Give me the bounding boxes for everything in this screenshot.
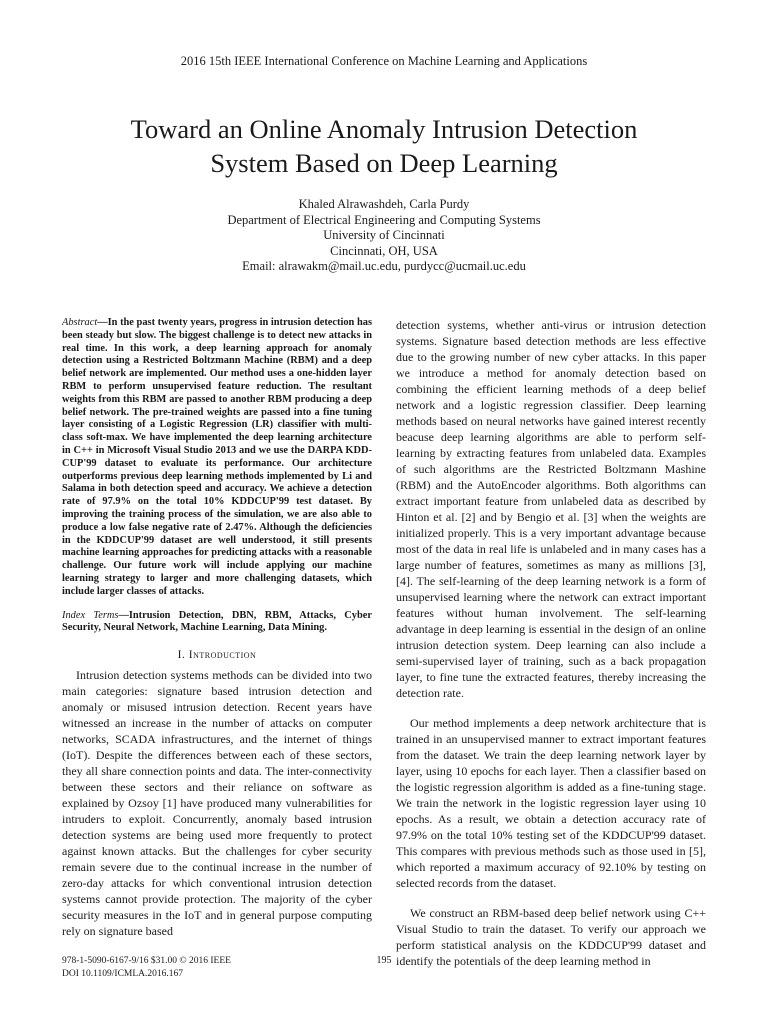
author-location: Cincinnati, OH, USA xyxy=(330,243,438,258)
abstract-text: —In the past twenty years, progress in intrusion detection has been steady but slow. The biggest challenge is to detect new attacks in real time. In this work, a deep learning approach for anomaly detection using a Restricted Boltzmann Machine (RBM) and a deep belief network are implemented. Our method uses a one-hidden layer RBM to perform unsupervised feature reduction. The resultant weights from this RBM are passed to another RBM producing a deep belief network. The pre-trained weights are passed into a fine tuning layer consisting of a Logistic Regression (LR) classifier with multi-class soft-max. We have implemented the deep learning architecture in C++ in Microsoft Visual Studio 2013 and we use the DARPA KDD-CUP'99 dataset to evaluate its performance. Our architecture outperforms previous deep learning methods implemented by Li and Salama in both detection speed and accuracy. We achieve a detection rate of 97.9% on the total 10% KDDCUP'99 test dataset. By improving the training process of the simulation, we are also able to produce a low false negative rate of 2.47%. Although the deficiencies in the KDDCUP'99 dataset are well understood, it still presents machine learning approaches for predicting attacks with a reasonable challenge. Our future work will include applying our machine learning strategy to larger and more challenging datasets, which include larger classes of attacks. xyxy=(62,317,372,597)
author-email: Email: alrawakm@mail.uc.edu, purdycc@ucmail.uc.edu xyxy=(242,259,526,273)
index-terms xyxy=(62,610,372,636)
section-title: Introduction xyxy=(188,649,257,662)
index-terms-label: Index Terms xyxy=(62,609,119,621)
abstract xyxy=(62,317,372,599)
intro-paragraph-1: Intrusion detection systems methods can be divided into two main categories: signature based intrusion detection and anomaly or misused intrusion detection. Recent years have witnessed an increase in the number of attacks on computer networks, SCADA infrastructures, and the internet of things (IoT). Despite the differences between each of these sectors, they all share connection points and data. The inter-connectivity between these sectors and their reliance on software as explained by Ozsoy [1] have produced many vulnerabilities for intruders to exploit. Concurrently, anomaly based intrusion detection systems are being used more frequently to protect against known attacks. But the challenges for cyber security remain severe due to the continual increase in the number of zero-day attacks for which conventional intrusion detection systems cannot provide protection. The majority of the cyber security measures in the IoT and in general purpose computing rely on signature based xyxy=(62,668,372,939)
section-number: I. xyxy=(177,649,186,662)
author-block xyxy=(0,197,768,275)
title-line-2: System Based on Deep Learning xyxy=(210,148,558,178)
paper-title xyxy=(60,112,708,180)
index-terms-text: —Intrusion Detection, DBN, RBM, Attacks, Cyber Security, Neural Network, Machine Learning, Data Mining. xyxy=(62,609,372,634)
author-department: Department of Electrical Engineering and Computing Systems xyxy=(227,212,541,227)
conference-header: 2016 15th IEEE International Conference on Machine Learning and Applications xyxy=(180,54,588,68)
intro-paragraph-2: Our method implements a deep network architecture that is trained in an unsupervised manner to extract important features from the dataset. We train the deep learning network layer by layer, using 10 epochs for each layer. Then a classifier based on the logistic regression algorithm is added as a fine-tuning stage. We train the network in the logistic regression layer using 10 epochs. As a result, we obtain a detection accuracy rate of 97.9% on the total 10% testing set of the KDDCUP'99 dataset. This compares with previous methods such as those used in [5], which reported a maximum accuracy of 92.10% by testing on selected records from the dataset. xyxy=(396,716,706,890)
isbn-line: 978-1-5090-6167-9/16 $31.00 © 2016 IEEE xyxy=(62,956,231,966)
doi-line: DOI 10.1109/ICMLA.2016.167 xyxy=(62,968,184,979)
left-column xyxy=(62,317,372,939)
author-university: University of Cincinnati xyxy=(323,228,445,242)
title-line-1: Toward an Online Anomaly Intrusion Detection xyxy=(130,114,638,144)
author-names: Khaled Alrawashdeh, Carla Purdy xyxy=(298,197,470,211)
right-column xyxy=(396,317,706,969)
intro-paragraph-1-continued: detection systems, whether anti-virus or intrusion detection systems. Signature based detection methods are less effective due to the growing number of new cyber attacks. In this paper we introduce a method for anomaly detection based on combining the efficient learning methods of a deep belief network and a logistic regression classifier. Deep learning methods based on neural networks have gained interest recently beacuse deep learning algorithms are able to perform self-learning by extracting features from unlabeled data. Examples of such algorithms are the Restricted Boltzmann Mashine (RBM) and the AutoEncoder algorithms. Both algorithms can extract important feature from unlabeled data as described by Hinton et al. [2] and by Bengio et al. [3] when the weights are initialized properly. This is a very important advantage because most of the data in real life is unlabeled and in many cases has a large number of features, sometimes as many as millions [3], [4]. The self-learning of the deep learning network is a form of unsupervised learning where the network can extract important features without human involvement. The self-learning advantage in deep learning is essential in the design of an online intrusion detection system. Deep learning can also include a semi-supervised layer of training, such as a back propagation layer, to fine tune the extracted features, thereby increasing the detection rate. xyxy=(396,318,706,700)
intro-paragraph-3: We construct an RBM-based deep belief network using C++ Visual Studio to train the dataset. To verify our approach we perform statistical analysis on the KDDCUP'99 dataset and identify the potentials of the deep learning method in xyxy=(396,906,706,968)
section-heading-introduction xyxy=(62,649,372,661)
page-number: 195 xyxy=(376,955,392,966)
abstract-label: Abstract xyxy=(62,317,98,328)
